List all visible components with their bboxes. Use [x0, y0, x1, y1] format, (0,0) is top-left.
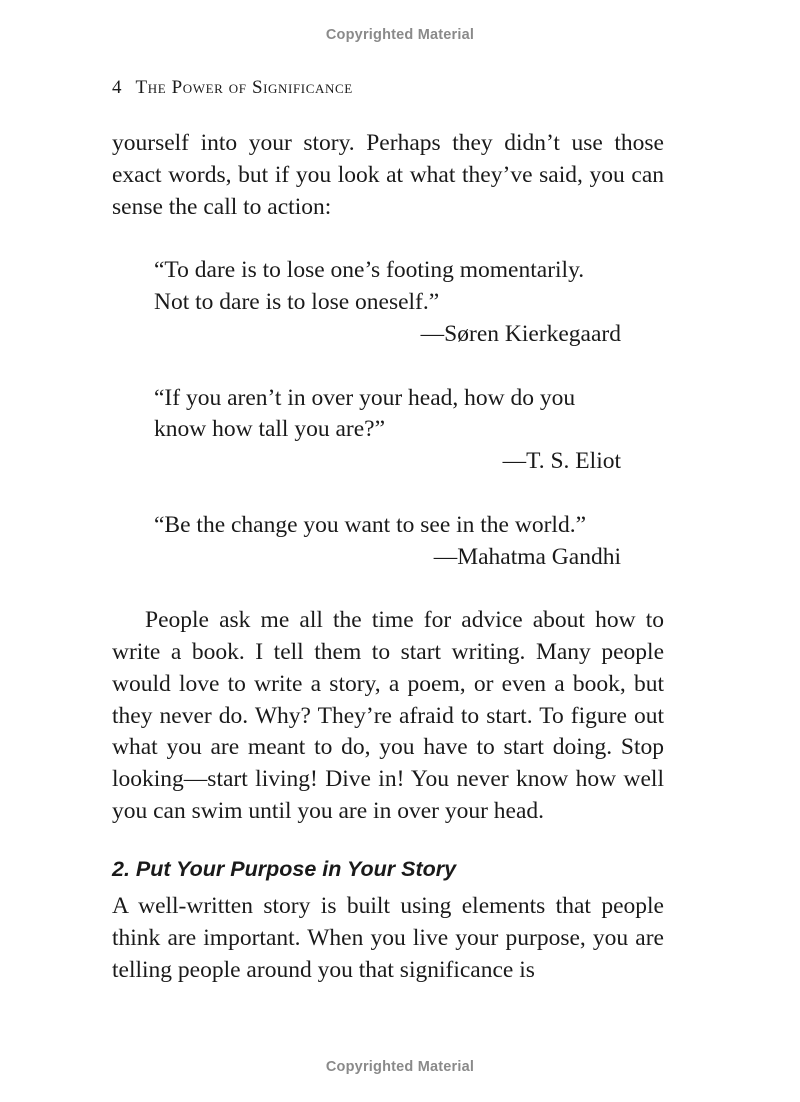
copyright-watermark-bottom: Copyrighted Material	[325, 1059, 475, 1075]
copyright-watermark-top: Copyrighted Material	[325, 27, 475, 43]
book-title: The Power of Significance	[135, 77, 353, 98]
quote-line: “If you aren’t in over your head, how do you	[154, 384, 576, 411]
running-head	[112, 77, 353, 99]
quote-attribution: —T. S. Eliot	[502, 448, 621, 474]
page-body	[112, 128, 664, 987]
quote-line: “To dare is to lose one’s footing momentarily.	[154, 257, 585, 284]
quote-attribution: —Mahatma Gandhi	[433, 543, 621, 570]
quote-block	[154, 255, 621, 573]
quote-eliot	[154, 383, 621, 478]
quote-line: Not to dare is to lose oneself.”	[154, 289, 440, 315]
paragraph-advice: People ask me all the time for advice about how to write a book. I tell them to start writing. Many people would love to write a story, a poem, or even a book, but they never do. Why? They’re afraid to start. To figure out what you are meant to do, you have to start doing. Stop looking—start living! Dive in! You never know how well you can swim until you are in over your head.	[112, 607, 664, 824]
quote-line: know how tall you are?”	[154, 416, 386, 443]
quote-kierkegaard	[154, 255, 621, 350]
paragraph-intro: yourself into your story. Perhaps they didn’t use those exact words, but if you look at what they’ve said, you can sense the call to action:	[112, 130, 664, 220]
quote-line: “Be the change you want to see in the world.”	[154, 511, 586, 538]
section-heading: 2. Put Your Purpose in Your Story	[112, 856, 457, 881]
quote-attribution: —Søren Kierkegaard	[420, 320, 621, 347]
page-number: 4	[112, 77, 122, 98]
paragraph-purpose: A well-written story is built using elements that people think are important. When you live your purpose, you are telling people around you that significance is	[112, 893, 664, 983]
quote-gandhi	[154, 510, 621, 574]
